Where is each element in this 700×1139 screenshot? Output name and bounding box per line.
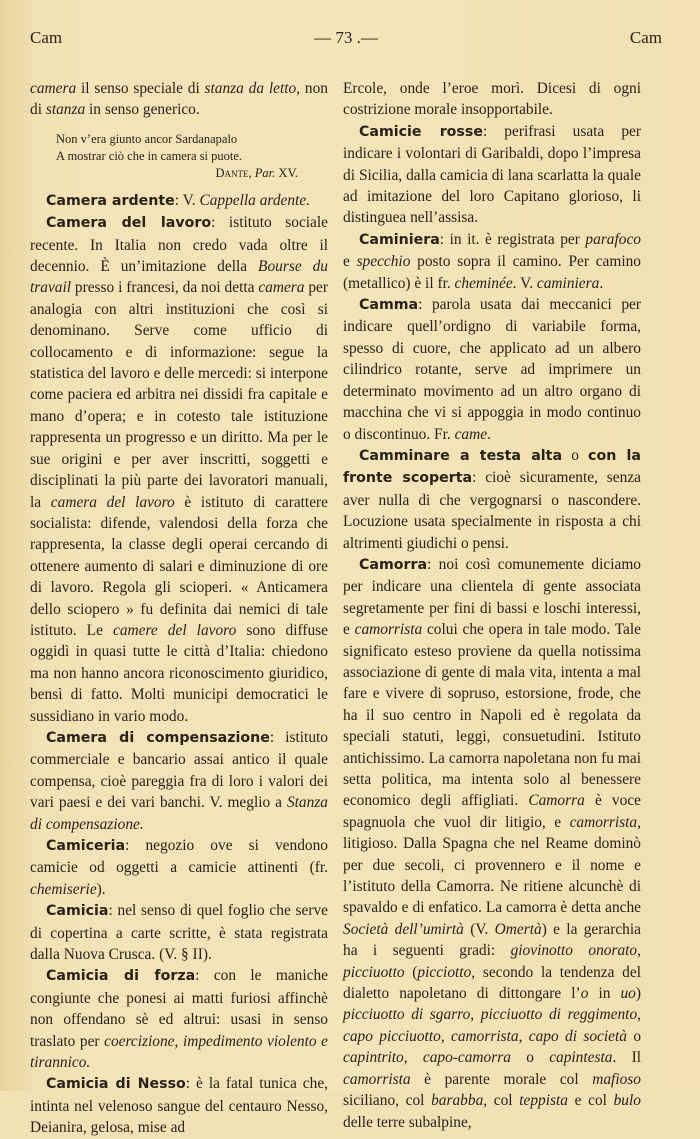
text: : noi così comunemente diciamo per indicare una clientela di gente associata segretamente per fini di bassi e loschi interessi, e (343, 555, 641, 639)
text: , secondo la tendenza del dialetto napoletano di dittongare l’ (343, 963, 641, 1003)
text: : con le maniche congiunte che ponesi ai matti furiosi affinchè non offendano sè ed altrui: usasi in senso traslato per (30, 967, 329, 1050)
term: stanza (45, 101, 86, 119)
text: : parola usata dai meccanici per indicare quell’ordigno di variabile forma, spesso di cuore, che applicato ad un albero cilindrico rotante, serve ad imprimere un determinato movimento ad un altro organo di macchina che vi si appoggia in modo continuo o discontinuo. Fr. (343, 296, 641, 443)
text: , (637, 942, 641, 960)
text: , (403, 1049, 423, 1067)
text: o (626, 1027, 642, 1045)
entry-camminare-a-testa-alta (343, 445, 641, 554)
text: (V. (463, 920, 495, 938)
text: e col (568, 1092, 614, 1110)
headword: Camera del lavoro (46, 215, 212, 232)
term: stanza da letto (204, 80, 297, 97)
term: capo-camorra (422, 1049, 511, 1067)
entry-camma (343, 294, 641, 445)
term: capintrito (343, 1049, 404, 1067)
term: parafoco (585, 230, 641, 248)
entry-camera-ardente (30, 190, 328, 212)
text: , litigioso. Dalla Spagna che nel Reame dominò per due secoli, ci provennero e il nome e l’istituto della Camorra. Ne ritiene alcunchè di spavaldo e di enfatico. La camorra è detta anche (343, 813, 641, 917)
term: camorrista (343, 1070, 411, 1088)
running-header (30, 28, 662, 58)
term: teppista (519, 1092, 568, 1110)
text: è istituto di carattere socialista: difende, valendosi della forza che rappresenta, la classe degli operai cercando di ottenere aumento di salari e diminuzione di ore di lavoro. Regola gli scioperi. « Anticamera dello sciopero » fu definita dai nemici di tale istituto. Le (30, 493, 328, 639)
text: presso i francesi, da noi detta (71, 279, 259, 297)
term: camera (258, 279, 305, 297)
term: picciuotto di reggimento (480, 1006, 638, 1024)
term: camorrista (569, 813, 638, 831)
text: . V. (512, 274, 537, 292)
entry-caminiera (343, 229, 641, 294)
headword: Camorra (359, 556, 428, 573)
text: : perifrasi usata per indicare i volontari di Garibaldi, dopo l’impresa di Sicilia, dalla camicia di lana scarlatta la quale ad imitazione del loro Capitano glorioso, li distinguea nell’assisa. (343, 122, 641, 227)
headword: Camera ardente (46, 192, 175, 209)
term: camere del lavoro (113, 621, 237, 639)
text: o (562, 446, 589, 464)
entry-camicia-di-forza (30, 965, 328, 1073)
term: Bourse du travail (30, 258, 329, 297)
text: , (518, 1027, 529, 1045)
text: : cioè sicuramente, senza aver nulla di che vergognarsi o nascondere. Locuzione usata specialmente in risposta a chi altrimenti giudichi o pensi. (343, 469, 641, 552)
text: in senso generico. (85, 101, 200, 119)
headword: Camicie rosse (359, 123, 483, 140)
text: ) (635, 985, 642, 1003)
text: in (588, 985, 621, 1003)
text: ) e la gerarchia ha i seguenti gradi: (343, 920, 641, 960)
term: caminiera (536, 274, 600, 292)
term: Omertà (494, 920, 542, 938)
right-column (343, 78, 641, 1133)
term: capo picciuotto (343, 1027, 441, 1045)
text: : V. (174, 191, 200, 209)
entry-camera-del-lavoro (30, 212, 328, 727)
quote-work: Par. (254, 165, 276, 180)
text: colui che opera in tale modo. Tale significato esteso proviene da quella notissima associazione di gente di mala vita, intenta a mal fare e vivere di sopruso, estorsione, frode, che ha il suo centro in Napoli ed è regolata da speciali statuti, leggi, consuetudini. Istituto antichissimo. La camorra napoletana non fu mai setta politica, ma intenta solo al benessere economico degli affigliati. (343, 621, 641, 810)
headword: Camicia di Nesso (46, 1076, 186, 1093)
text: sono diffuse oggidì in quasi tutte le città d’Italia: chiedono ma non hanno ancora riconoscimento giuridico, bensì di fatto. Molti municipi democratici le sussidiano in vario modo. (30, 621, 328, 725)
text: : istituto sociale recente. In Italia non credo vada oltre il decennio. È un’imitazione della (30, 214, 328, 276)
text: delle terre subalpine, (343, 1113, 472, 1131)
text: : è la fatal tunica che, intinta nel velenoso sangue del centauro Nesso, Deianira, gelosa, mise ad (30, 1075, 328, 1137)
term: Società dell’umirtà (343, 920, 464, 938)
headword: con la fronte scoperta (343, 447, 641, 487)
headword: Camiceria (46, 838, 126, 854)
entry-camicie-rosse (343, 121, 641, 229)
continuation-paragraph (30, 78, 328, 121)
header-right-word: Cam (629, 28, 662, 47)
term: came (454, 425, 488, 443)
quote-source: Dante, Par. XV. (215, 165, 298, 180)
term: picciuotto (343, 963, 405, 981)
text-columns (30, 78, 662, 1137)
text: . Il (612, 1049, 641, 1067)
text: e (343, 253, 357, 271)
term: Stanza di compensazione. (30, 794, 328, 833)
verse-quotation (56, 131, 328, 182)
term: camorrista (354, 621, 423, 639)
term: barabba (431, 1092, 484, 1110)
text: è voce spagnuola che vuol dir litigio, e (343, 792, 641, 831)
term: chemiserie (30, 880, 97, 898)
term: giovinotto onorato (510, 942, 638, 960)
quote-canto: XV. (275, 165, 298, 180)
headword: Camminare a testa alta (359, 447, 563, 464)
continuation-paragraph: Ercole, onde l’eroe morì. Dicesi di ogni costrizione morale insopportabile. (343, 80, 641, 119)
left-column (30, 78, 328, 1139)
term: cheminée (454, 274, 513, 292)
headword: Camma (359, 297, 419, 314)
text: , non di (30, 80, 328, 119)
term: camera (30, 80, 77, 97)
text: . (487, 425, 491, 443)
term: uo (620, 985, 636, 1003)
term: Camorra (528, 792, 585, 810)
text: siciliano, col (343, 1092, 432, 1110)
headword: Camera di compensazione (46, 729, 270, 746)
text: , (470, 1006, 481, 1024)
term: impedimento violento e tirannico. (30, 1032, 329, 1072)
text: il senso speciale di (76, 80, 205, 97)
text: . (599, 274, 604, 292)
entry-camicia-di-nesso (30, 1073, 328, 1138)
term: picciotto (417, 963, 472, 981)
header-left-word: Cam (30, 28, 63, 47)
text: posto sopra il camino. Per camino (metallico) è il fr. (343, 253, 641, 292)
term: camorrista (451, 1027, 519, 1045)
term: bulo (613, 1092, 641, 1110)
quote-author: Dante (215, 165, 249, 180)
term: mafioso (592, 1070, 641, 1088)
verse-line: A mostrar ciò che in camera si puote. (56, 148, 243, 163)
headword: Camicia (46, 903, 109, 920)
text: , (440, 1027, 452, 1045)
text: : negozio ove si vendono camicie od oggetti a camicie attinenti (fr. (30, 837, 328, 877)
verse-line: Non v’era giunto ancor Sardanapalo (56, 131, 238, 146)
term: picciuotto di sgarro (343, 1006, 471, 1024)
headword: Caminiera (359, 231, 440, 248)
text: , (637, 1006, 641, 1024)
headword: Camicia di forza (46, 968, 196, 985)
text: ). (96, 880, 106, 898)
entry-camorra (343, 554, 641, 1133)
term: capintesta (549, 1049, 613, 1067)
text: : in it. è registrata per (439, 230, 586, 248)
text: è parente morale col (410, 1070, 593, 1088)
term: specchio (356, 253, 411, 271)
term: capo di società (528, 1027, 627, 1045)
text: : istituto commerciale e bancario assai antico il quale compensa, cioè pareggia fra di loro i valori dei vari paesi e dei vari banchi. V. meglio a (30, 728, 328, 812)
text: , (174, 1032, 183, 1050)
entry-camicia (30, 900, 328, 965)
entry-camera-di-compensazione (30, 727, 328, 835)
term: o (580, 985, 589, 1003)
text: : nel senso di quel foglio che serve di copertina a carte scritte, è stata registrata dalla Nuova Crusca. (V. § II). (30, 902, 328, 964)
term: camera del lavoro (50, 493, 175, 511)
term: Cappella ardente. (199, 191, 311, 209)
page-number: — 73 .— (314, 28, 378, 47)
text: ( (404, 963, 418, 981)
term: coercizione (104, 1032, 175, 1050)
text: o (510, 1049, 550, 1067)
entry-camiceria (30, 835, 328, 900)
text: per analogia con altri instituzioni che così si denominano. Serve come ufficio di collocamento e di informazione: segue la statistica del lavoro e delle mercedi: si interpone come paciera ed arbitra nei dissidi fra capitale e mano d’opera; e in cotesto tale istituzione rappresenta un progresso e un diritto. Ma per le sue origini e per aver inscritti, soggetti e disciplinati la più parte dei lavoratori manuali, la (30, 279, 328, 511)
text: , col (483, 1092, 520, 1110)
